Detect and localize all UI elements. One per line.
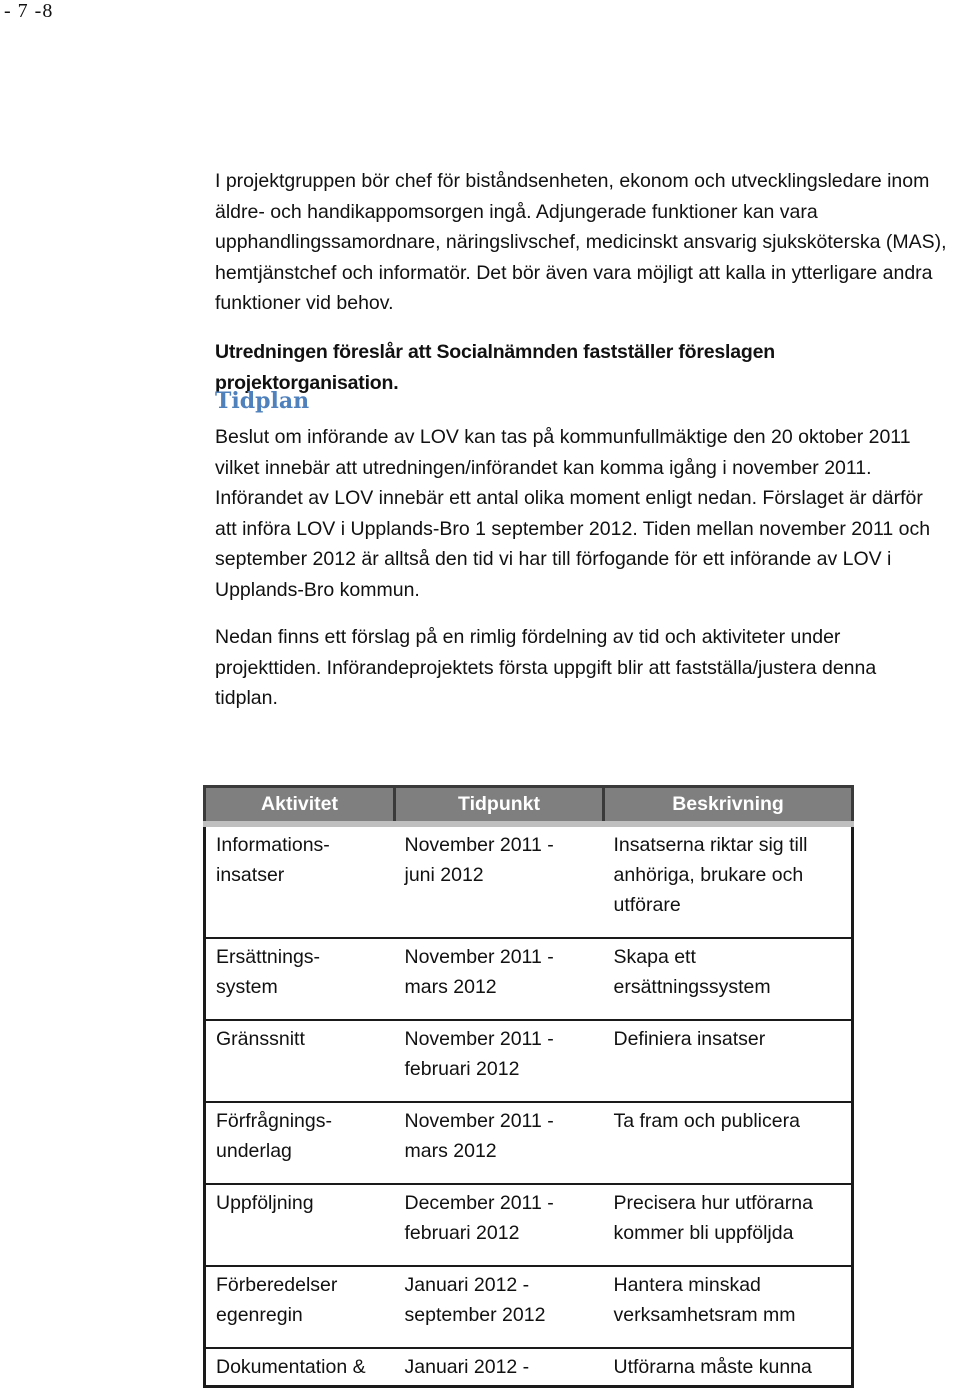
table-row <box>205 824 853 938</box>
paragraph-project-group: I projektgruppen bör chef för biståndsenheten, ekonom och utvecklingsledare inom äldre- och handikappomsorgen ingå. Adjungerade funktioner kan vara upphandlingssamordnare, näringslivschef, medicinskt ansvarig sjuksköterska (MAS), hemtjänstchef och informatör. Det bör även vara möjligt att kalla in ytterligare andra funktioner vid behov. <box>215 170 947 314</box>
header-activity: Aktivitet <box>205 787 395 825</box>
section-heading-tidplan: Tidplan <box>215 388 310 414</box>
table-row <box>205 1020 853 1102</box>
cell-activity: Förfrågnings- underlag <box>216 1110 332 1162</box>
cell-description: Insatserna riktar sig till anhöriga, brukare och utförare <box>613 834 808 916</box>
cell-time: December 2011 - februari 2012 <box>404 1192 554 1244</box>
cell-activity: Gränssnitt <box>216 1028 305 1050</box>
paragraph-distribution: Nedan finns ett förslag på en rimlig fördelning av tid och aktiviteter under projekttiden. Införandeprojektets första uppgift blir att fastställa/justera denna tidplan. <box>215 626 877 709</box>
cell-description: Definiera insatser <box>613 1028 766 1050</box>
table-row <box>205 1184 853 1266</box>
cell-description: Precisera hur utförarna kommer bli uppföljda <box>613 1192 813 1244</box>
table-row <box>205 1266 853 1348</box>
table-row <box>205 1348 853 1387</box>
cell-time: November 2011 - mars 2012 <box>404 1110 554 1162</box>
cell-activity: Informations- insatser <box>216 834 330 886</box>
cell-time: November 2011 - februari 2012 <box>404 1028 554 1080</box>
table-header-row <box>205 787 853 825</box>
cell-time: Januari 2012 - <box>404 1356 530 1378</box>
cell-activity: Dokumentation & <box>216 1356 366 1378</box>
header-description: Beskrivning <box>604 787 853 825</box>
table-row <box>205 1102 853 1184</box>
page-number: - 7 -8 <box>4 0 54 22</box>
cell-description: Utförarna måste kunna <box>613 1356 812 1378</box>
cell-description: Skapa ett ersättningssystem <box>613 946 771 998</box>
paragraph-proposal: Utredningen föreslår att Socialnämnden fastställer föreslagen projektorganisation. <box>215 341 775 394</box>
paragraph-decision: Beslut om införande av LOV kan tas på kommunfullmäktige den 20 oktober 2011 vilket innebär att utredningen/införandet kan komma igång i november 2011. Införandet av LOV innebär ett antal olika moment enligt nedan. Förslaget är därför att införa LOV i Upplands-Bro 1 september 2012. Tiden mellan november 2011 och september 2012 är alltså den tid vi har till förfogande för ett införande av LOV i Upplands-Bro kommun. <box>215 426 931 601</box>
table-row <box>205 938 853 1020</box>
cell-time: Januari 2012 - september 2012 <box>404 1274 546 1326</box>
timeline-table <box>203 785 854 1388</box>
cell-activity: Förberedelser egenregin <box>216 1274 338 1326</box>
cell-activity: Ersättnings- system <box>216 946 321 998</box>
cell-time: November 2011 - mars 2012 <box>404 946 554 998</box>
header-time: Tidpunkt <box>395 787 604 825</box>
cell-activity: Uppföljning <box>216 1192 314 1214</box>
cell-description: Ta fram och publicera <box>613 1110 800 1132</box>
cell-time: November 2011 - juni 2012 <box>404 834 554 886</box>
cell-description: Hantera minskad verksamhetsram mm <box>613 1274 796 1326</box>
